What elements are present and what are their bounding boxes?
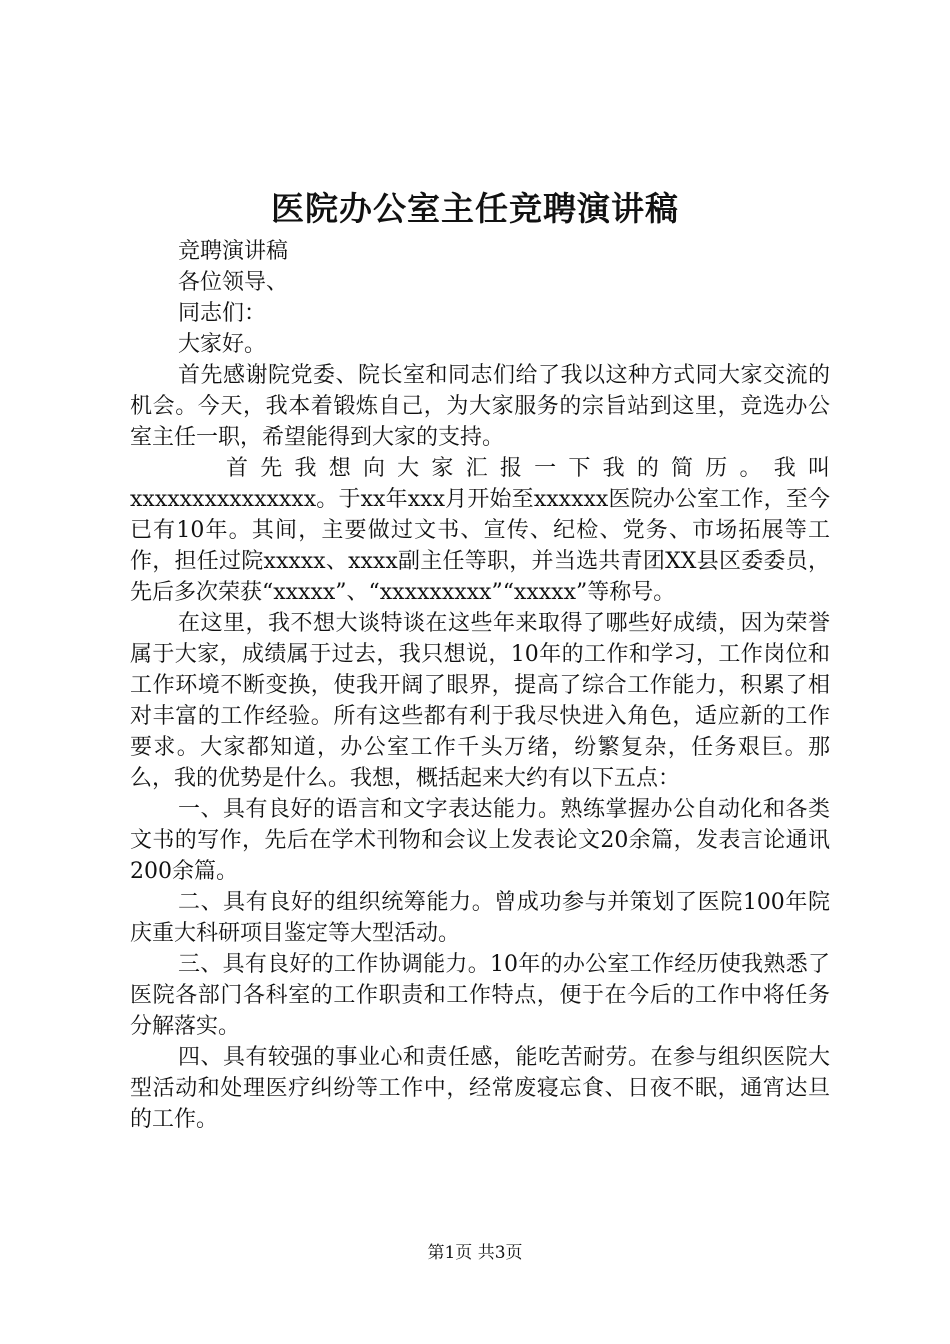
- paragraph-experience: 在这里，我不想大谈特谈在这些年来取得了哪些好成绩，因为荣誉属于大家，成绩属于过去，我只想说，10年的工作和学习，工作岗位和工作环境不断变换，使我开阔了眼界，提高了综合工作能力，积累了相对丰富的工作经验。所有这些都有利于我尽快进入角色，适应新的工作要求。大家都知道，办公室工作千头万绪，纷繁复杂，任务艰巨。那么，我的优势是什么。我想，概括起来大约有以下五点：: [130, 611, 830, 791]
- document-body: [130, 236, 830, 1135]
- paragraph-salutation-leaders: 各位领导、: [178, 270, 289, 295]
- paragraph-greeting: 大家好。: [178, 332, 267, 357]
- paragraph-salutation-comrades: 同志们：: [178, 301, 267, 326]
- paragraph-point-three: 三、具有良好的工作协调能力。10年的办公室工作经历使我熟悉了医院各部门各科室的工作职责和工作特点，便于在今后的工作中将任务分解落实。: [130, 952, 830, 1039]
- paragraph-point-two: 二、具有良好的组织统筹能力。曾成功参与并策划了医院100年院庆重大科研项目鉴定等大型活动。: [130, 890, 830, 946]
- paragraph-resume: 首先我想向大家汇报一下我的简历。我叫xxxxxxxxxxxxxxx。于xx年xxx月开始至xxxxxx医院办公室工作，至今已有10年。其间，主要做过文书、宣传、纪检、党务、市场拓展等工作，担任过院xxxxx、xxxx副主任等职，并当选共青团XX县区委委员，先后多次荣获“xxxxx”、“xxxxxxxxx”“xxxxx”等称号。: [130, 456, 830, 605]
- document-title: 医院办公室主任竞聘演讲稿: [271, 189, 679, 228]
- paragraph-subtitle: 竞聘演讲稿: [178, 239, 289, 264]
- paragraph-point-four: 四、具有较强的事业心和责任感，能吃苦耐劳。在参与组织医院大型活动和处理医疗纠纷等工作中，经常废寝忘食、日夜不眠，通宵达旦的工作。: [130, 1045, 830, 1132]
- paragraph-point-one: 一、具有良好的语言和文字表达能力。熟练掌握办公自动化和各类文书的写作，先后在学术刊物和会议上发表论文20余篇，发表言论通讯200余篇。: [130, 797, 830, 884]
- page-number-footer: 第1页 共3页: [427, 1243, 523, 1263]
- paragraph-thanks: 首先感谢院党委、院长室和同志们给了我以这种方式同大家交流的机会。今天，我本着锻炼自己，为大家服务的宗旨站到这里，竞选办公室主任一职，希望能得到大家的支持。: [130, 363, 830, 450]
